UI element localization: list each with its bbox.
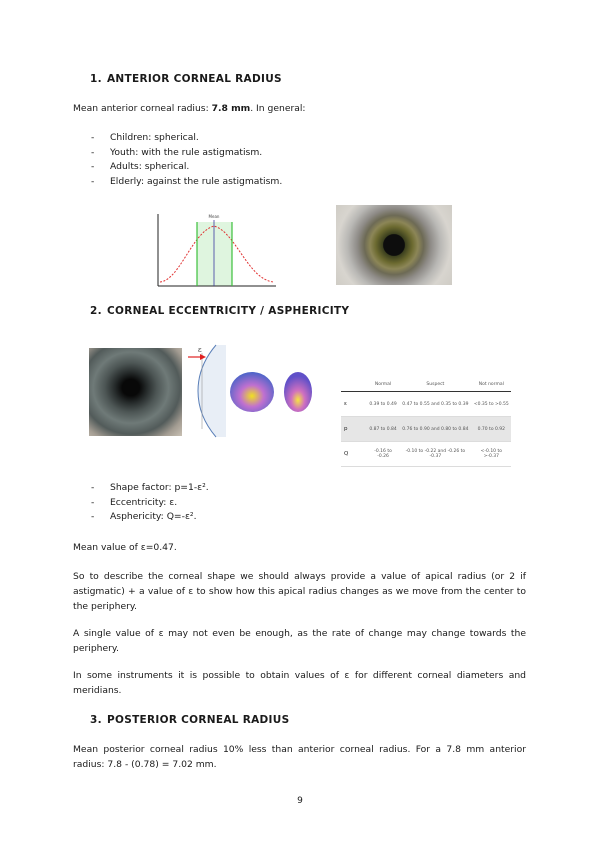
table-row: [341, 392, 511, 417]
section-1-heading: [90, 73, 282, 85]
ellipsoid-2: [284, 372, 312, 412]
table-cell: ε: [341, 392, 367, 417]
paragraph: In some instruments it is possible to obtain values of ε for different corneal diameters and meridians.: [73, 670, 526, 696]
list-item: - Children: spherical.: [91, 131, 282, 146]
eye-photo-1: [336, 205, 452, 285]
section-2-heading: [90, 305, 349, 317]
table-header-cell: [341, 377, 367, 392]
normal-band: [197, 222, 232, 286]
table-cell: 0.70 to 0.92: [472, 417, 511, 442]
table-cell: 0.87 to 0.84: [367, 417, 399, 442]
table-header-cell: Not normal: [472, 377, 511, 392]
eye-photo-2: [89, 348, 182, 436]
table-row: [341, 442, 511, 467]
section-2-bullets: [91, 481, 209, 525]
table-cell: <-0.10 to >-0.37: [472, 442, 511, 467]
intro-suffix: . In general:: [250, 103, 306, 114]
section-2-title: CORNEAL ECCENTRICITY / ASPHERICITY: [107, 305, 350, 317]
mean-value-text: Mean value of ε=0.47.: [73, 542, 177, 553]
table-header-row: [341, 377, 511, 392]
mean-label: Mean: [208, 214, 220, 219]
table-cell: 0.76 to 0.90 and 0.80 to 0.84: [399, 417, 472, 442]
section-3-paragraph: Mean posterior corneal radius 10% less than anterior corneal radius. For a 7.8 mm anterior radius: 7.8 - (0.78) = 7.02 mm.: [73, 744, 526, 770]
table-cell: p: [341, 417, 367, 442]
table-cell: 0.47 to 0.55 and 0.35 to 0.39: [399, 392, 472, 417]
table-row: [341, 417, 511, 442]
paragraph: A single value of ε may not even be enough, as the rate of change may change towards the periphery.: [73, 628, 526, 654]
list-item: - Youth: with the rule astigmatism.: [91, 146, 282, 161]
section-3-title: POSTERIOR CORNEAL RADIUS: [107, 714, 290, 726]
list-item: - Elderly: against the rule astigmatism.: [91, 175, 282, 190]
table-header-cell: Suspect: [399, 377, 472, 392]
table-cell: <0.35 to >0.55: [472, 392, 511, 417]
red-arrow-icon: [200, 354, 206, 360]
page-number: 9: [297, 796, 303, 806]
section-1-intro: [73, 101, 526, 116]
intro-prefix: Mean anterior corneal radius:: [73, 103, 212, 114]
distribution-curve-figure: [150, 210, 280, 290]
section-1-number: 1.: [90, 73, 102, 85]
corneal-profile-diagram: [184, 343, 226, 439]
table-header-cell: Normal: [367, 377, 399, 392]
table-cell: Q: [341, 442, 367, 467]
section-1-bullets: [91, 131, 282, 189]
table-cell: 0.39 to 0.49: [367, 392, 399, 417]
section-1-title: ANTERIOR CORNEAL RADIUS: [107, 73, 282, 85]
eccentricity-table: [341, 377, 511, 467]
paragraph: So to describe the corneal shape we should always provide a value of apical radius (or 2 if astigmatic) + a value of ε to show how this apical radius changes as we move from the center to the periphery.: [73, 571, 526, 612]
list-item: - Shape factor: p=1-ε².: [91, 481, 209, 496]
topography-ellipsoids: [228, 368, 320, 416]
section-3-number: 3.: [90, 714, 102, 726]
section-2-number: 2.: [90, 305, 102, 317]
list-item: - Eccentricity: ε.: [91, 496, 209, 511]
epsilon-label: ε: [198, 346, 202, 354]
list-item: - Adults: spherical.: [91, 160, 282, 175]
list-item: - Asphericity: Q=-ε².: [91, 510, 209, 525]
section-3-heading: [90, 714, 289, 726]
table-cell: -0.16 to -0.26: [367, 442, 399, 467]
table-cell: -0.10 to -0.22 and -0.26 to -0.37: [399, 442, 472, 467]
intro-value: 7.8 mm: [211, 103, 251, 114]
ellipsoid-1: [230, 372, 274, 412]
